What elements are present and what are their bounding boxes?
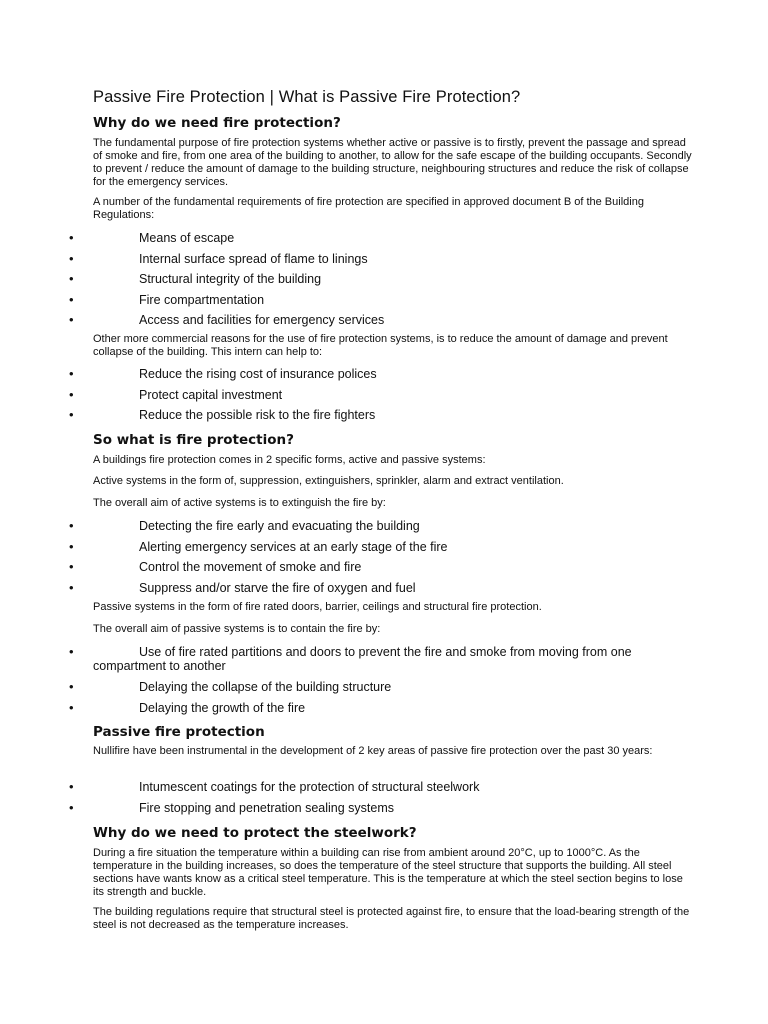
list-item: • Access and facilities for emergency services bbox=[0, 310, 768, 331]
list-item: • Fire stopping and penetration sealing systems bbox=[0, 798, 768, 819]
heading-why-fire-protection: Why do we need fire protection? bbox=[93, 115, 341, 131]
paragraph-building-regulations: A number of the fundamental requirements of fire protection are specified in approved document B of the Building Regulations: bbox=[93, 196, 644, 221]
list-item: • Use of fire rated partitions and doors to prevent the fire and smoke from moving from one compartment to another bbox=[69, 644, 632, 673]
bullet-icon: • bbox=[69, 699, 74, 715]
paragraph-two-forms: A buildings fire protection comes in 2 specific forms, active and passive systems: bbox=[93, 454, 486, 466]
paragraph-active-aim: The overall aim of active systems is to extinguish the fire by: bbox=[93, 497, 386, 509]
list-item: • Suppress and/or starve the fire of oxygen and fuel bbox=[0, 578, 768, 599]
list-item: • Means of escape bbox=[0, 228, 768, 249]
bullet-icon: • bbox=[69, 779, 74, 794]
paragraph-passive-aim: The overall aim of passive systems is to contain the fire by: bbox=[93, 623, 381, 635]
list-item: • Protect capital investment bbox=[0, 385, 768, 406]
list-item: • Reduce the possible risk to the fire fighters bbox=[0, 405, 768, 426]
bullet-icon: • bbox=[69, 271, 74, 286]
list-item: • Internal surface spread of flame to linings bbox=[0, 249, 768, 270]
bullet-icon: • bbox=[69, 799, 74, 815]
list-fire-requirements bbox=[0, 228, 768, 331]
bullet-icon: • bbox=[69, 538, 74, 554]
document-title: Passive Fire Protection | What is Passive Fire Protection? bbox=[93, 88, 521, 106]
bullet-icon: • bbox=[69, 386, 74, 402]
heading-protect-steelwork: Why do we need to protect the steelwork? bbox=[93, 825, 417, 841]
list-item: • Fire compartmentation bbox=[0, 290, 768, 311]
list-item: • Detecting the fire early and evacuating the building bbox=[0, 516, 768, 537]
list-active-aims bbox=[0, 516, 768, 598]
bullet-icon: • bbox=[69, 250, 74, 266]
list-passive-aims bbox=[0, 642, 768, 718]
bullet-icon: • bbox=[69, 579, 74, 595]
bullet-icon: • bbox=[69, 679, 74, 694]
paragraph-nullifire: Nullifire have been instrumental in the development of 2 key areas of passive fire protection over the past 30 years: bbox=[93, 745, 653, 757]
paragraph-commercial-reasons: Other more commercial reasons for the use of fire protection systems, is to reduce the amount of damage and prevent collapse of the building. This intern can help to: bbox=[93, 333, 668, 358]
list-passive-key-areas bbox=[0, 777, 768, 818]
list-item: • Alerting emergency services at an early stage of the fire bbox=[0, 537, 768, 558]
paragraph-passive-systems: Passive systems in the form of fire rated doors, barrier, ceilings and structural fire protection. bbox=[93, 601, 542, 613]
list-item: • Intumescent coatings for the protection of structural steelwork bbox=[0, 777, 768, 798]
list-item: • Delaying the growth of the fire bbox=[0, 698, 768, 719]
bullet-icon: • bbox=[69, 312, 74, 327]
heading-what-is-fire-protection: So what is fire protection? bbox=[93, 432, 294, 448]
list-item: • Structural integrity of the building bbox=[0, 269, 768, 290]
bullet-icon: • bbox=[69, 407, 74, 422]
bullet-icon: • bbox=[69, 559, 74, 574]
paragraph-steel-regulations: The building regulations require that structural steel is protected against fire, to ensure that the load-bearing strength of the steel is not decreased as the temperature increases. bbox=[93, 906, 690, 931]
bullet-icon: • bbox=[69, 518, 74, 533]
list-item: • Reduce the rising cost of insurance polices bbox=[0, 364, 768, 385]
list-item: • Control the movement of smoke and fire bbox=[0, 557, 768, 578]
bullet-icon: • bbox=[69, 366, 74, 381]
paragraph-fire-temperature: During a fire situation the temperature within a building can rise from ambient around 20°C, up to 1000°C. As the temperature in the building increases, so does the temperature of the steel structure that supports the building. All steel sections have wants know as a critical steel temperature. This is the temperature at which the steel section begins to lose its strength and buckle. bbox=[93, 847, 683, 898]
heading-passive-fire-protection: Passive fire protection bbox=[93, 724, 265, 740]
list-commercial-benefits bbox=[0, 364, 768, 426]
paragraph-active-systems: Active systems in the form of, suppression, extinguishers, sprinkler, alarm and extract ventilation. bbox=[93, 475, 564, 487]
bullet-icon: • bbox=[69, 644, 74, 659]
bullet-icon: • bbox=[69, 230, 74, 245]
list-item: • Delaying the collapse of the building structure bbox=[0, 677, 768, 698]
paragraph-fundamental-purpose: The fundamental purpose of fire protection systems whether active or passive is to firstly, prevent the passage and spread of smoke and fire, from one area of the building to another, to allow for the safe escape of the building occupants. Secondly to prevent / reduce the amount of damage to the building structure, neighbouring structures and reduce the risk of collapse for the emergency services. bbox=[93, 137, 692, 188]
bullet-icon: • bbox=[69, 291, 74, 307]
